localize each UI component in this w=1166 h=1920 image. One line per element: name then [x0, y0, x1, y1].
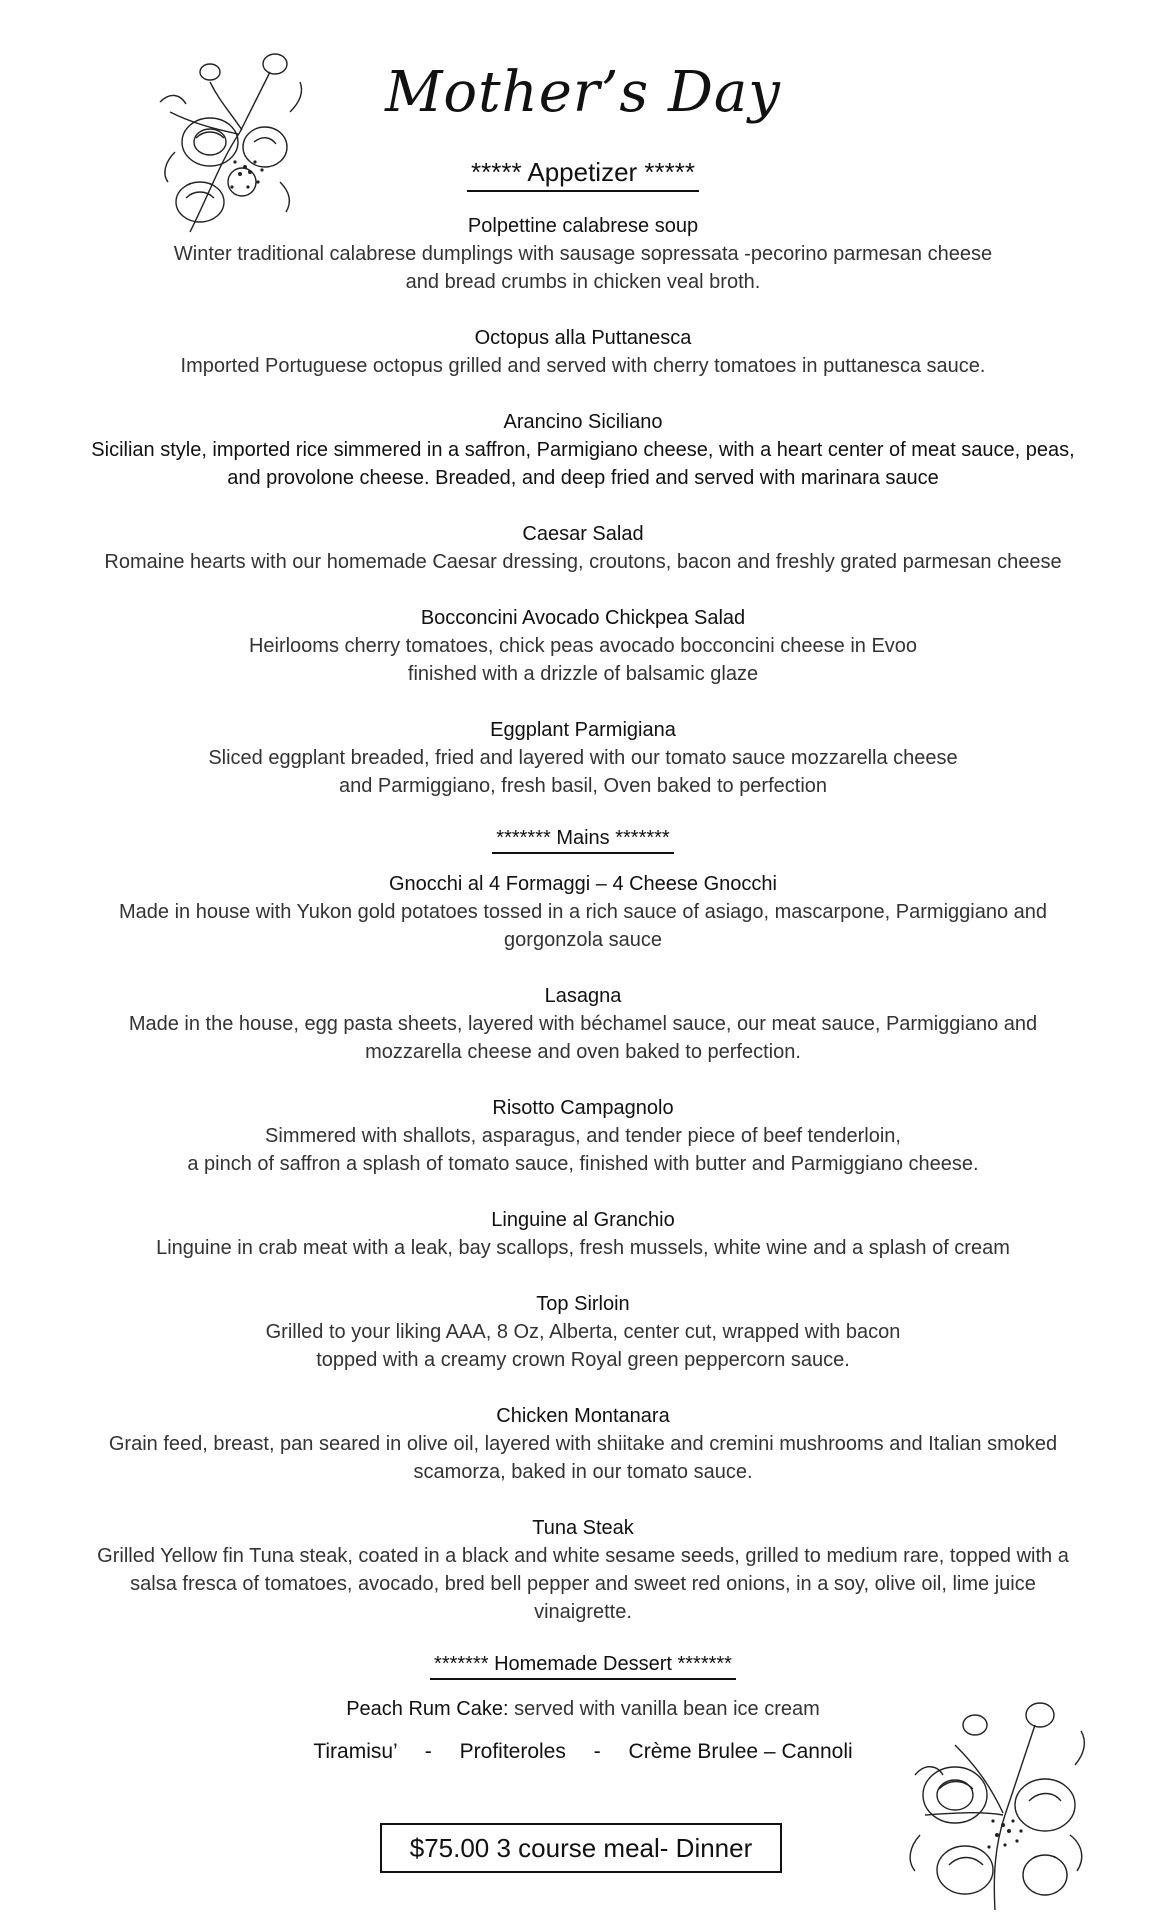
main-item [40, 1290, 1126, 1374]
item-desc-line: Sliced eggplant breaded, fried and layered with our tomato sauce mozzarella cheese [208, 747, 958, 769]
separator: - [593, 1740, 601, 1763]
floral-bouquet-icon [895, 1685, 1095, 1915]
item-name: Risotto Campagnolo [492, 1097, 674, 1119]
dessert-header [0, 1652, 1166, 1680]
appetizer-item [40, 716, 1126, 800]
mains-header-text: ******* Mains ******* [492, 826, 673, 854]
item-desc-line: Made in house with Yukon gold potatoes tossed in a rich sauce of asiago, mascarpone, Parmiggiano and [119, 901, 1047, 923]
item-desc-line: a pinch of saffron a splash of tomato sauce, finished with butter and Parmiggiano cheese. [187, 1153, 979, 1175]
item-name: Gnocchi al 4 Formaggi – 4 Cheese Gnocchi [389, 873, 777, 895]
item-desc-line: Simmered with shallots, asparagus, and tender piece of beef tenderloin, [265, 1125, 901, 1147]
item-desc-line: Made in the house, egg pasta sheets, layered with béchamel sauce, our meat sauce, Parmiggiano and [128, 1013, 1038, 1035]
item-desc-line: mozzarella cheese and oven baked to perfection. [365, 1041, 801, 1063]
main-item [40, 1514, 1126, 1626]
item-desc-line: Grilled to your liking AAA, 8 Oz, Alberta, center cut, wrapped with bacon [265, 1321, 901, 1343]
main-item [40, 1206, 1126, 1262]
dessert-tiramisu: Tiramisu’ [313, 1740, 397, 1763]
item-desc-line: topped with a creamy crown Royal green peppercorn sauce. [316, 1349, 850, 1371]
appetizer-item [40, 212, 1126, 296]
main-item [40, 982, 1126, 1066]
main-item [40, 870, 1126, 954]
appetizer-item [40, 408, 1126, 492]
item-name: Arancino Siciliano [503, 411, 663, 433]
item-name: Polpettine calabrese soup [467, 215, 699, 237]
item-name: Lasagna [544, 985, 622, 1007]
item-desc-line: Linguine in crab meat with a leak, bay scallops, fresh mussels, white wine and a splash of cream [156, 1237, 1010, 1259]
item-desc-line: vinaigrette. [534, 1601, 632, 1623]
appetizer-item [40, 324, 1126, 380]
item-desc-line: Grilled Yellow fin Tuna steak, coated in a black and white sesame seeds, grilled to medium rare, topped with a [97, 1545, 1069, 1567]
item-desc-line: Grain feed, breast, pan seared in olive oil, layered with shiitake and cremini mushrooms and Italian smoked [108, 1433, 1058, 1455]
item-desc-line: Sicilian style, imported rice simmered in a saffron, Parmigiano cheese, with a heart center of meat sauce, peas, [91, 439, 1075, 461]
appetizer-header [0, 157, 1166, 192]
item-name: Chicken Montanara [496, 1405, 670, 1427]
item-name: Linguine al Granchio [491, 1209, 675, 1231]
item-name: Caesar Salad [522, 523, 644, 545]
item-desc-line: Romaine hearts with our homemade Caesar dressing, croutons, bacon and freshly grated parmesan cheese [104, 551, 1062, 573]
item-name: Bocconcini Avocado Chickpea Salad [420, 607, 746, 629]
item-desc-line: scamorza, baked in our tomato sauce. [413, 1461, 753, 1483]
dessert-header-text: ******* Homemade Dessert ******* [430, 1652, 736, 1680]
item-desc-line: and Parmiggiano, fresh basil, Oven baked to perfection [338, 775, 828, 797]
item-desc-line: Winter traditional calabrese dumplings with sausage sopressata -pecorino parmesan cheese [173, 243, 993, 265]
item-desc-line: gorgonzola sauce [504, 929, 662, 951]
appetizer-item [40, 520, 1126, 576]
mains-header [0, 826, 1166, 854]
item-desc-line: Imported Portuguese octopus grilled and served with cherry tomatoes in puttanesca sauce. [180, 355, 986, 377]
peach-rum-cake-label: Peach Rum Cake: [346, 1698, 509, 1720]
item-desc-line: and bread crumbs in chicken veal broth. [405, 271, 761, 293]
item-desc-line: and provolone cheese. Breaded, and deep fried and served with marinara sauce [227, 467, 939, 489]
separator: - [424, 1740, 432, 1763]
appetizer-item [40, 604, 1126, 688]
item-desc-line: finished with a drizzle of balsamic glaze [407, 663, 759, 685]
dessert-profiteroles: Profiteroles [459, 1740, 566, 1763]
main-item [40, 1094, 1126, 1178]
item-name: Top Sirloin [536, 1293, 630, 1315]
appetizer-header-text: ***** Appetizer ***** [467, 157, 699, 192]
item-desc-line: salsa fresca of tomatoes, avocado, bred bell pepper and sweet red onions, in a soy, olive oil, lime juice [130, 1573, 1036, 1595]
peach-rum-cake-desc: served with vanilla bean ice cream [508, 1698, 820, 1720]
item-desc-line: Heirlooms cherry tomatoes, chick peas avocado bocconcini cheese in Evoo [248, 635, 918, 657]
item-name: Eggplant Parmigiana [490, 719, 676, 741]
menu-title: Mother’s Day [385, 60, 781, 125]
item-name: Tuna Steak [532, 1517, 634, 1539]
main-item [40, 1402, 1126, 1486]
dessert-creme-cannoli: Crème Brulee – Cannoli [628, 1740, 853, 1763]
item-name: Octopus alla Puttanesca [474, 327, 692, 349]
price-box: $75.00 3 course meal- Dinner [380, 1823, 782, 1873]
